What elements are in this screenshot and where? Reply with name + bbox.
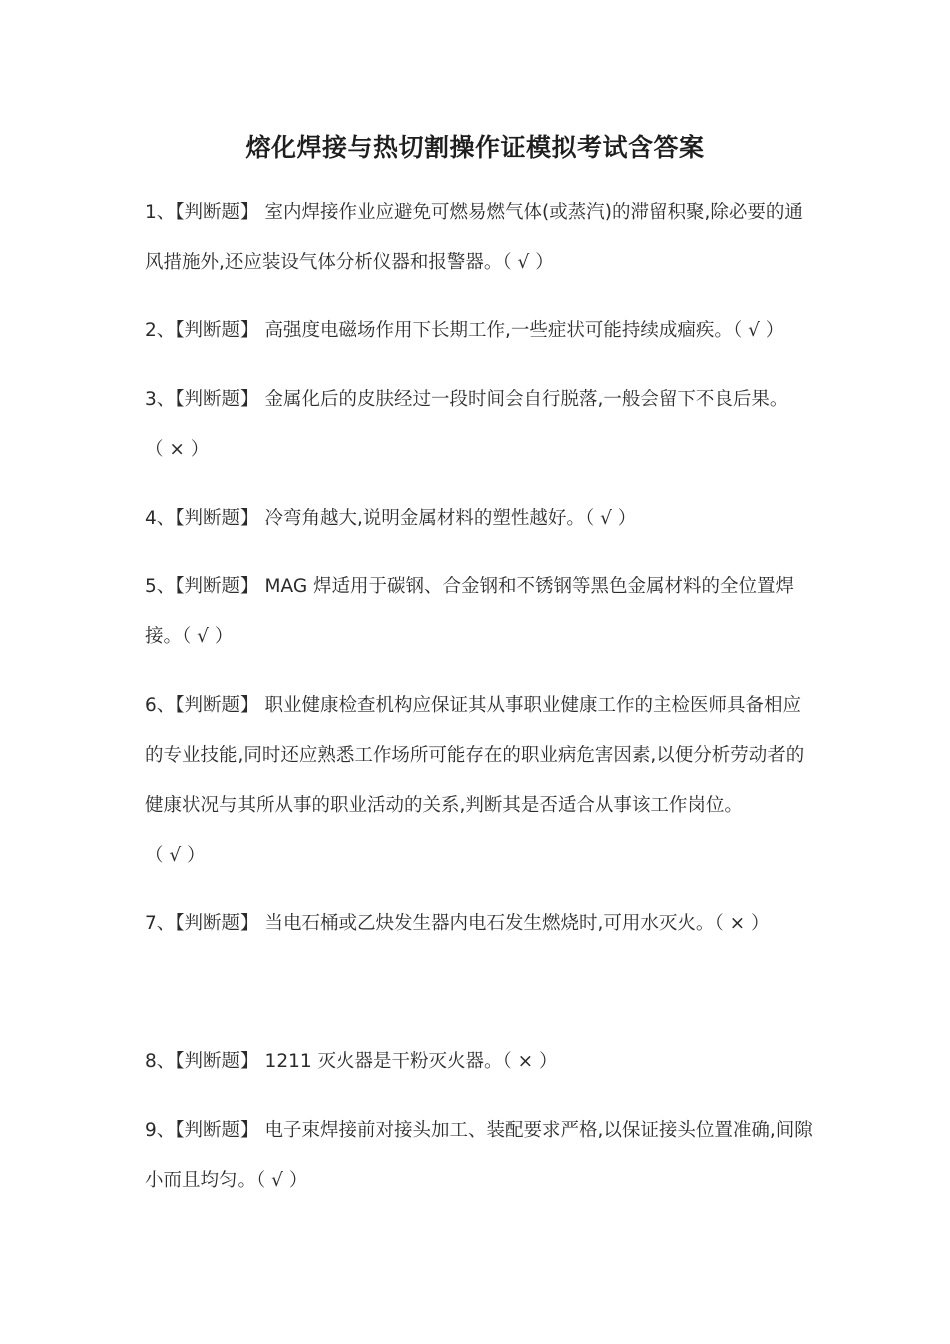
question-type: 【判断题】 <box>175 508 259 529</box>
question-number: 3、 <box>145 389 176 410</box>
question-type: 【判断题】 <box>175 389 259 410</box>
question-number: 2、 <box>145 320 176 341</box>
question-type: 【判断题】 <box>175 320 259 341</box>
question-answer: （ √ ） <box>145 845 206 866</box>
question-answer: （ √ ） <box>502 252 554 273</box>
question-text: 冷弯角越大,说明金属材料的塑性越好。 <box>264 508 585 529</box>
question-number: 7、 <box>145 913 176 934</box>
question-number: 8、 <box>145 1051 176 1072</box>
question-answer: （ √ ） <box>182 626 234 647</box>
question-number: 4、 <box>145 508 176 529</box>
question-number: 6、 <box>145 695 176 716</box>
question-item <box>145 188 813 288</box>
question-answer: （ × ） <box>502 1051 558 1072</box>
question-number: 1、 <box>145 202 176 223</box>
question-text: MAG 焊适用于碳钢、合金钢和不锈钢等黑色金属材料的全位置焊接。 <box>145 576 795 647</box>
question-text: 金属化后的皮肤经过一段时间会自行脱落,一般会留下不良后果。 <box>264 389 789 410</box>
question-type: 【判断题】 <box>175 1120 259 1141</box>
question-answer: （ × ） <box>145 439 210 460</box>
question-text: 高强度电磁场作用下长期工作,一些症状可能持续成痼疾。 <box>264 320 733 341</box>
question-answer: （ √ ） <box>256 1170 308 1191</box>
question-type: 【判断题】 <box>175 913 259 934</box>
question-item <box>145 681 813 881</box>
question-item <box>145 562 813 662</box>
question-answer: （ √ ） <box>732 320 785 341</box>
question-type: 【判断题】 <box>175 202 259 223</box>
question-number: 5、 <box>145 576 176 597</box>
question-text: 电子束焊接前对接头加工、装配要求严格,以保证接头位置准确,间隙小而且均匀。 <box>145 1120 813 1191</box>
question-type: 【判断题】 <box>175 1051 259 1072</box>
question-text: 室内焊接作业应避免可燃易燃气体(或蒸汽)的滞留积聚,除必要的通风措施外,还应装设气体分析仪器和报警器。 <box>145 202 803 273</box>
question-item <box>145 1037 813 1087</box>
question-item <box>145 375 813 475</box>
question-number: 9、 <box>145 1120 176 1141</box>
question-text: 1211 灭火器是干粉灭火器。 <box>264 1051 503 1072</box>
document-title: 熔化焊接与热切割操作证模拟考试含答案 <box>245 133 705 162</box>
question-text: 当电石桶或乙炔发生器内电石发生燃烧时,可用水灭火。 <box>264 913 715 934</box>
question-answer: （ √ ） <box>584 508 637 529</box>
question-answer: （ × ） <box>714 913 770 934</box>
question-type: 【判断题】 <box>175 695 259 716</box>
question-item <box>145 899 813 949</box>
question-item <box>145 1106 813 1206</box>
question-item <box>145 494 813 544</box>
question-text: 职业健康检查机构应保证其从事职业健康工作的主检医师具备相应的专业技能,同时还应熟悉工作场所可能存在的职业病危害因素,以便分析劳动者的健康状况与其所从事的职业活动的关系,判断其是否适合从事该工作岗位。 <box>145 695 805 816</box>
question-type: 【判断题】 <box>175 576 259 597</box>
question-item <box>145 306 813 356</box>
